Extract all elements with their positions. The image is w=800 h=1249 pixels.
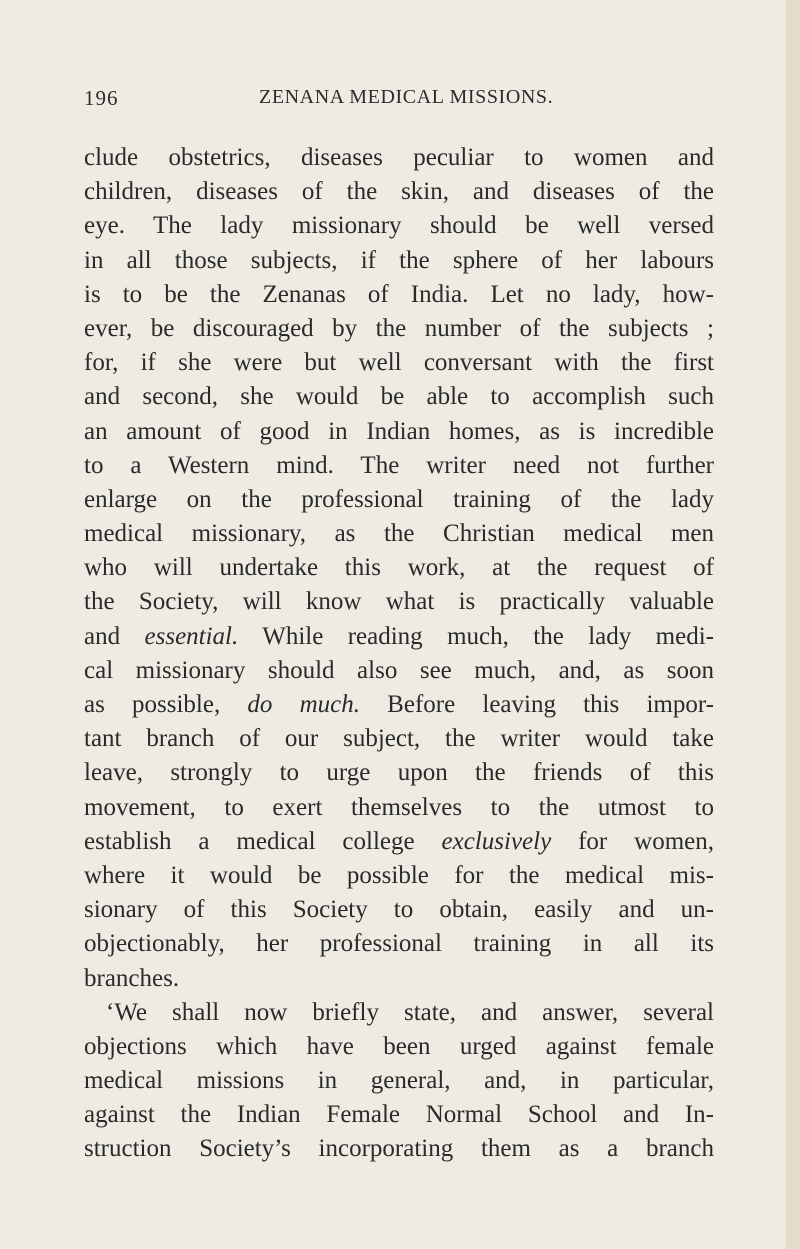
text-line: establish a medical college exclusively for women, [84,827,715,855]
page-number: 196 [84,86,119,110]
text-line: for, if she were but well conversant with the first [84,349,714,377]
emphasis: essential. [144,622,239,650]
text-line: objections which have been urged against female [84,1032,714,1060]
text-line: sionary of this Society to obtain, easily and un- [84,896,714,924]
text-line: where it would be possible for the medical mis- [84,861,714,889]
text-line: and second, she would be able to accomplish such [84,383,714,411]
text-line: and essential. While reading much, the lady medi- [84,622,714,650]
emphasis: do much. [247,691,360,718]
text-line: tant branch of our subject, the writer would take [84,725,714,753]
text-line: leave, strongly to urge upon the friends of this [84,759,714,787]
text-line: ever, be discouraged by the number of the subjects ; [84,314,714,342]
text-line: children, diseases of the skin, and diseases of the [84,178,714,206]
text-line: medical missionary, as the Christian medical men [84,520,714,548]
text-line: clude obstetrics, diseases peculiar to women and [84,144,714,171]
text-line: against the Indian Female Normal School and In- [84,1101,714,1129]
page-header [84,86,724,116]
text-line: struction Society’s incorporating them as a branch [84,1135,714,1163]
emphasis: exclusively [441,827,552,855]
text-line: who will undertake this work, at the request of [84,554,714,582]
text-line: cal missionary should also see much, and, as soon [84,656,714,684]
text-line: to a Western mind. The writer need not further [84,451,714,479]
text-line: eye. The lady missionary should be well versed [84,212,714,240]
text-line: movement, to exert themselves to the utmost to [84,793,714,821]
text-line: in all those subjects, if the sphere of her labours [84,246,714,274]
text-line: is to be the Zenanas of India. Let no lady, how- [84,280,714,308]
text-line: the Society, will know what is practically valuable [84,588,714,616]
text-line: objectionably, her professional training in all its [84,930,714,958]
text-line: branches. [84,964,180,992]
body-text [84,141,714,1167]
text-line: an amount of good in Indian homes, as is incredible [84,417,714,445]
text-line: enlarge on the professional training of the lady [84,485,714,513]
running-head: ZENANA MEDICAL MISSIONS. [259,86,554,108]
text-line: medical missions in general, and, in particular, [84,1067,714,1095]
text-line: ‘We shall now briefly state, and answer, several [106,998,714,1026]
text-line: as possible, do much. Before leaving this impor- [84,691,715,718]
page-edge [786,0,800,1249]
